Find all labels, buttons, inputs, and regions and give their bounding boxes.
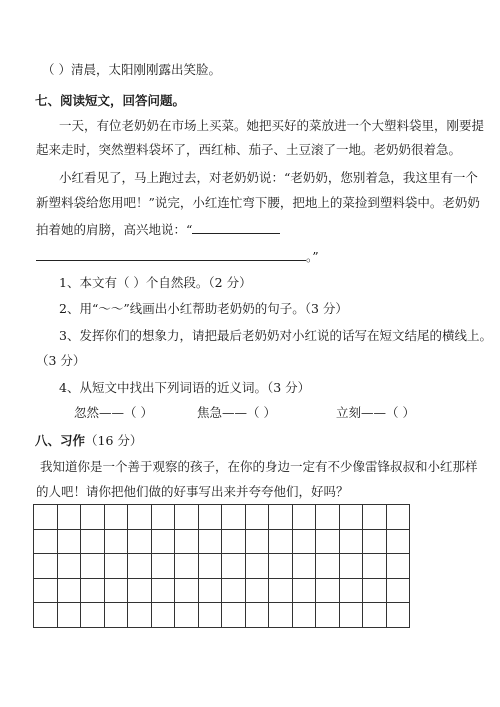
heading-text: 八、习作 [35, 433, 86, 448]
grid-row [34, 603, 410, 628]
grid-row [34, 578, 410, 603]
passage-end-line [36, 248, 319, 265]
synonym-item: 立刻——（ ） [336, 405, 415, 420]
question-4: 4、从短文中找出下列词语的近义词。（3 分） [59, 380, 311, 395]
passage-line: 一天，有位老奶奶在市场上买菜。她把买好的菜放进一个大塑料袋里，刚要提 [59, 118, 485, 133]
section-heading-eight [35, 433, 142, 449]
passage-text: 拍着她的肩膀，高兴地说：“ [36, 222, 193, 237]
synonym-item: 焦急——（ ） [197, 405, 276, 420]
fill-item-morning: （ ）清晨，太阳刚刚露出笑脸。 [42, 62, 221, 77]
passage-line: 起来走时，突然塑料袋坏了，西红柿、茄子、土豆滚了一地。老奶奶很着急。 [36, 142, 462, 157]
question-3-score: （3 分） [36, 353, 86, 368]
writing-prompt-line: 我知道你是一个善于观察的孩子，在你的身边一定有不少像雷锋叔叔和小红那样 [40, 459, 478, 474]
heading-score: （16 分） [85, 433, 143, 448]
synonym-item: 忽然——（ ） [74, 405, 153, 420]
answer-line[interactable] [192, 221, 280, 234]
passage-text: 。” [306, 249, 319, 264]
grid-row [34, 505, 410, 530]
section-heading-seven: 七、阅读短文，回答问题。 [35, 93, 186, 108]
question-1: 1、本文有（ ）个自然段。（2 分） [59, 275, 252, 290]
writing-prompt-line: 的人吧！请你把他们做的好事写出来并夸夸他们，好吗？ [36, 484, 349, 499]
passage-line: 新塑料袋给您用吧！”说完，小红连忙弯下腰，把地上的菜捡到塑料袋中。老奶奶 [36, 195, 480, 210]
passage-line: 小红看见了，马上跑过去，对老奶奶说：“老奶奶，您别着急，我这里有一个 [59, 170, 478, 185]
answer-line[interactable] [36, 248, 306, 261]
grid-row [34, 554, 410, 579]
question-3: 3、发挥你们的想象力，请把最后老奶奶对小红说的话写在短文结尾的横线上。 [59, 328, 492, 343]
passage-line-with-blank [36, 221, 280, 238]
question-2: 2、用“～～”线画出小红帮助老奶奶的句子。（3 分） [59, 301, 348, 316]
writing-grid[interactable] [33, 504, 410, 628]
grid-row [34, 529, 410, 554]
